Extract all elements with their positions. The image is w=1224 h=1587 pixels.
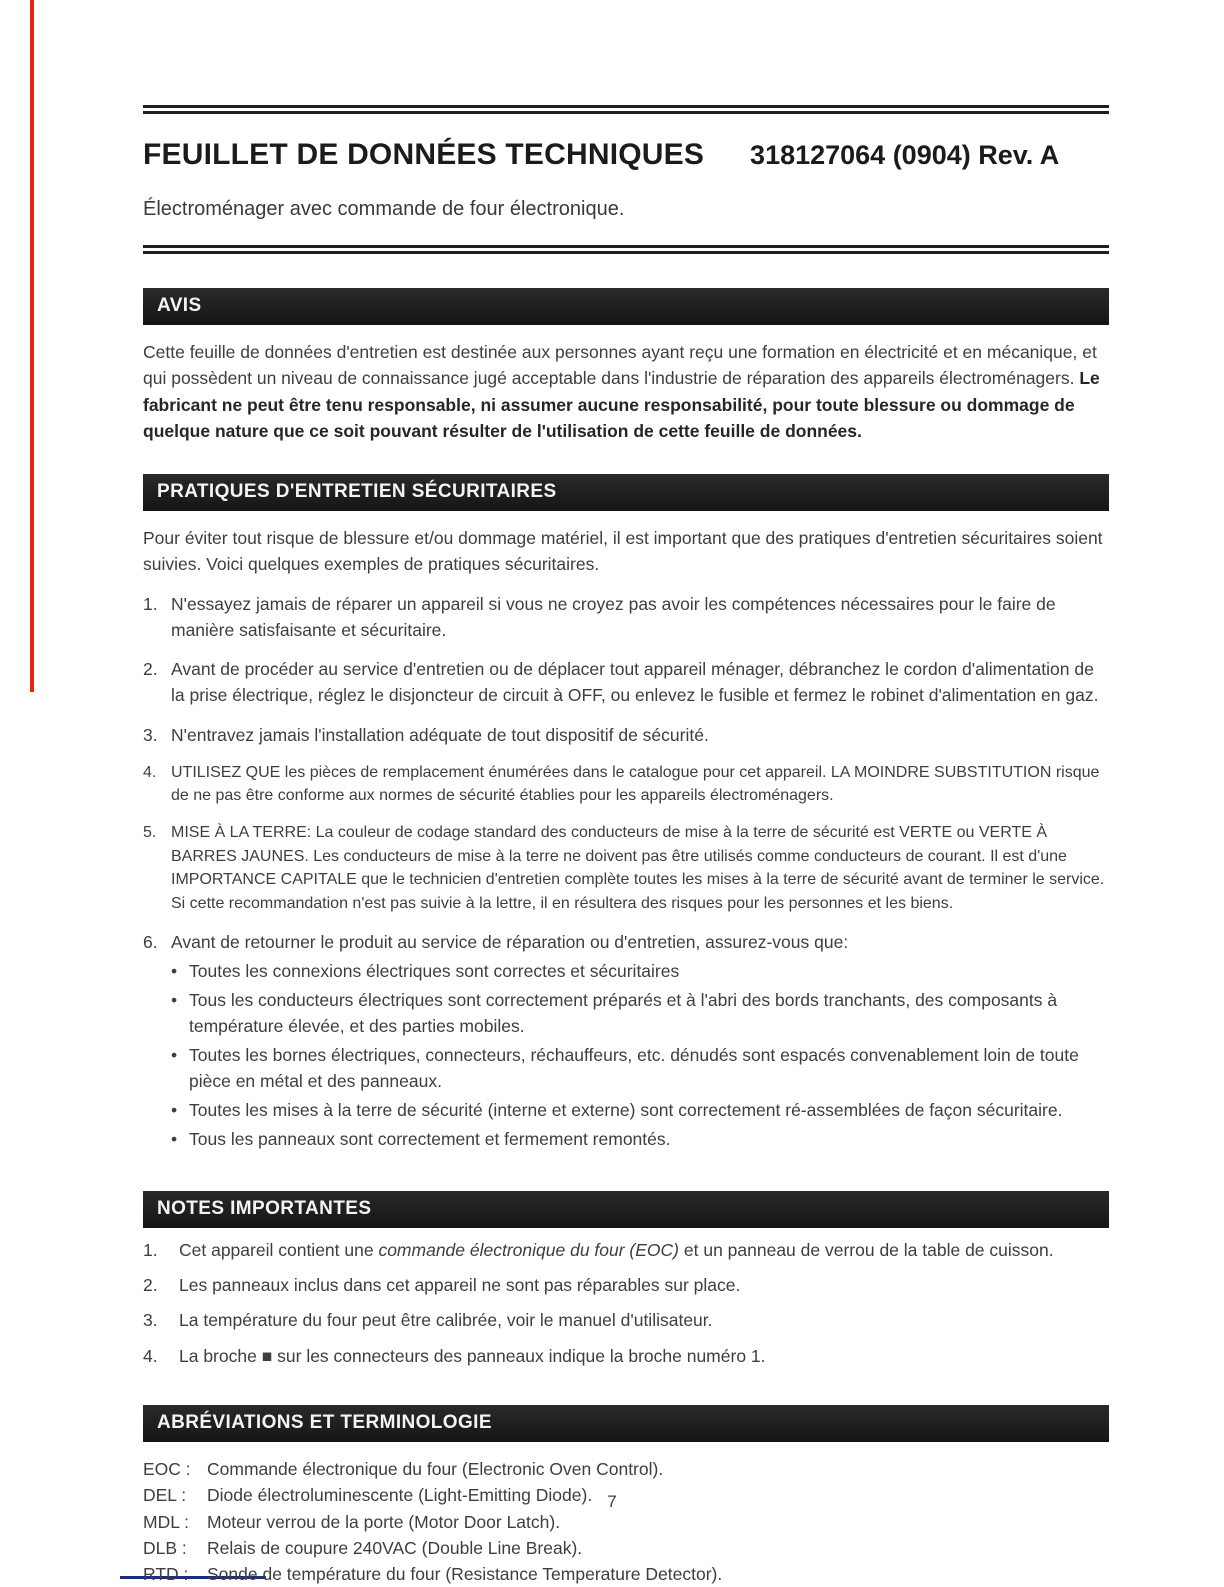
avis-text-normal: Cette feuille de données d'entretien est destinée aux personnes ayant reçu une formation en électricité et en mécanique, et qui possèdent un niveau de connaissance jugé acceptable dans l'industrie de réparation des appareils électroménagers. (143, 342, 1097, 389)
abbr-term: EOC : (143, 1459, 191, 1480)
bullet-item-1 (171, 959, 1109, 984)
abbr-row-rtd (143, 1561, 1109, 1587)
document-page (143, 0, 1109, 1587)
avis-paragraph (143, 339, 1109, 444)
list-text: N'entravez jamais l'installation adéquate de tout dispositif de sécurité. (171, 724, 709, 745)
note4-pre: La broche (179, 1345, 262, 1366)
note-item-3 (143, 1308, 1109, 1333)
section-header-avis: AVIS (143, 288, 1109, 325)
bullet-item-4 (171, 1098, 1109, 1123)
section-header-notes: NOTES IMPORTANTES (143, 1191, 1109, 1228)
list-number: 5. (143, 824, 157, 842)
list-item-4 (143, 761, 1109, 808)
bullet-text: Toutes les connexions électriques sont correctes et sécuritaires (189, 961, 680, 982)
note-number: 4. (143, 1345, 158, 1366)
list-number: 2. (143, 659, 158, 679)
note1-italic: commande électronique du four (EOC) (378, 1239, 680, 1260)
list-item-1 (143, 591, 1109, 644)
abbr-definition: Commande électronique du four (Electronic Oven Control). (207, 1459, 664, 1480)
list-item-3 (143, 722, 1109, 748)
list-number: 3. (143, 724, 158, 745)
note-text (179, 1238, 1109, 1263)
list-item-6 (143, 929, 1109, 955)
pratiques-intro: Pour éviter tout risque de blessure et/ou dommage matériel, il est important que des pratiques d'entretien sécuritaires soient suivies. Voici quelques exemples de pratiques sécuritaires. (143, 528, 1103, 575)
bullet-item-2 (171, 988, 1109, 1039)
note-number: 1. (143, 1239, 158, 1260)
note-text (179, 1344, 1109, 1369)
note-item-2 (143, 1273, 1109, 1298)
abbr-definition: Diode électroluminescente (Light-Emitting Diode). (207, 1485, 593, 1506)
list-text: N'essayez jamais de réparer un appareil si vous ne croyez pas avoir les compétences nécessaires pour le faire de manière satisfaisante et sécuritaire. (171, 593, 1056, 640)
bullet-marker: • (171, 1129, 178, 1150)
subtitle-double-rule (143, 245, 1109, 254)
bullet-marker: • (171, 990, 178, 1011)
section-header-abreviations: ABRÉVIATIONS ET TERMINOLOGIE (143, 1405, 1109, 1442)
list-text: Avant de procéder au service d'entretien ou de déplacer tout appareil ménager, débranchez le cordon d'alimentation de la prise électrique, réglez le disjoncteur de circuit à OFF, ou enlevez le fusible et fermez le robinet d'alimentation en gaz. (171, 659, 1099, 706)
note-number: 2. (143, 1275, 158, 1296)
abbr-definition: Relais de coupure 240VAC (Double Line Break). (207, 1537, 583, 1558)
avis-text-bold: Le fabricant ne peut être tenu responsable, ni assumer aucune responsabilité, pour toute blessure ou dommage de quelque nature que ce soit pouvant résulter de l'utilisation de cette feuille de données. (143, 368, 1100, 441)
list-text: Avant de retourner le produit au service de réparation ou d'entretien, assurez-vous que: (171, 931, 849, 952)
bullet-item-5 (171, 1127, 1109, 1152)
bullet-marker: • (171, 1099, 178, 1120)
list-text: UTILISEZ QUE les pièces de remplacement énumérées dans le catalogue pour cet appareil. LA MOINDRE SUBSTITUTION risque de ne pas être conforme aux normes de sécurité établies pour les appareils électroménagers. (171, 763, 1100, 805)
note-number: 3. (143, 1310, 158, 1331)
list-number: 4. (143, 763, 157, 781)
bullet-marker: • (171, 1045, 178, 1066)
page-title: FEUILLET DE DONNÉES TECHNIQUES (143, 138, 705, 171)
section-header-pratiques: PRATIQUES D'ENTRETIEN SÉCURITAIRES (143, 474, 1109, 511)
title-row (143, 138, 1109, 172)
note-item-4 (143, 1344, 1109, 1369)
abbr-definition: Moteur verrou de la porte (Motor Door Latch). (207, 1511, 561, 1532)
abbreviation-list (143, 1456, 1109, 1587)
bullet-text: Toutes les bornes électriques, connecteurs, réchauffeurs, etc. dénudés sont espacés convenablement loin de toute pièce en métal et des panneaux. (189, 1045, 1079, 1091)
note1-post: et un panneau de verrou de la table de cuisson. (679, 1239, 1054, 1260)
list-number: 1. (143, 593, 158, 614)
bullet-text: Tous les panneaux sont correctement et fermement remontés. (189, 1129, 671, 1150)
abbr-row-dlb (143, 1535, 1109, 1561)
bullet-item-3 (171, 1043, 1109, 1094)
abbr-definition: Sonde de température du four (Resistance Temperature Detector). (207, 1564, 723, 1585)
abbr-row-mdl (143, 1509, 1109, 1535)
list-item-2 (143, 656, 1109, 709)
page-number: 7 (607, 1492, 617, 1511)
bullet-text: Toutes les mises à la terre de sécurité (interne et externe) sont correctement ré-assemblées de façon sécuritaire. (189, 1099, 1063, 1120)
document-number: 318127064 (0904) Rev. A (750, 140, 1060, 170)
note-text: Les panneaux inclus dans cet appareil ne sont pas réparables sur place. (179, 1275, 741, 1296)
bullet-marker: • (171, 961, 178, 982)
abbr-term: RTD : (143, 1564, 189, 1585)
abbr-row-eoc (143, 1456, 1109, 1482)
note4-post: sur les connecteurs des panneaux indique la broche numéro 1. (272, 1345, 766, 1366)
top-double-rule (143, 105, 1109, 114)
abbr-term: MDL : (143, 1511, 190, 1532)
note-item-1 (143, 1238, 1109, 1263)
abbr-term: DLB : (143, 1537, 187, 1558)
subtitle: Électroménager avec commande de four électronique. (143, 198, 625, 220)
note-text: La température du four peut être calibrée, voir le manuel d'utilisateur. (179, 1310, 713, 1331)
list-number: 6. (143, 931, 158, 952)
abbr-term: DEL : (143, 1485, 187, 1506)
scan-artifact-red-line (30, 0, 34, 692)
list-item-5 (143, 821, 1109, 916)
pin-one-square-icon: ■ (261, 1345, 273, 1366)
list-text: MISE À LA TERRE: La couleur de codage standard des conducteurs de mise à la terre de sécurité est VERTE ou VERTE À BARRES JAUNES. Les conducteurs de mise à la terre ne doivent pas être utilisés comme conducteurs de courant. Il est d'une IMPORTANCE CAPITALE que le technicien d'entretien complète toutes les mises à la terre de sécurité avant de terminer le service. Si cette recommandation n'est pas suivie à la lettre, il en résultera des risques pour les personnes et les biens. (171, 824, 1105, 913)
bullet-text: Tous les conducteurs électriques sont correctement préparés et à l'abri des bords tranchants, des composants à température élevée, et des parties mobiles. (189, 990, 1058, 1036)
note1-pre: Cet appareil contient une (179, 1239, 379, 1260)
